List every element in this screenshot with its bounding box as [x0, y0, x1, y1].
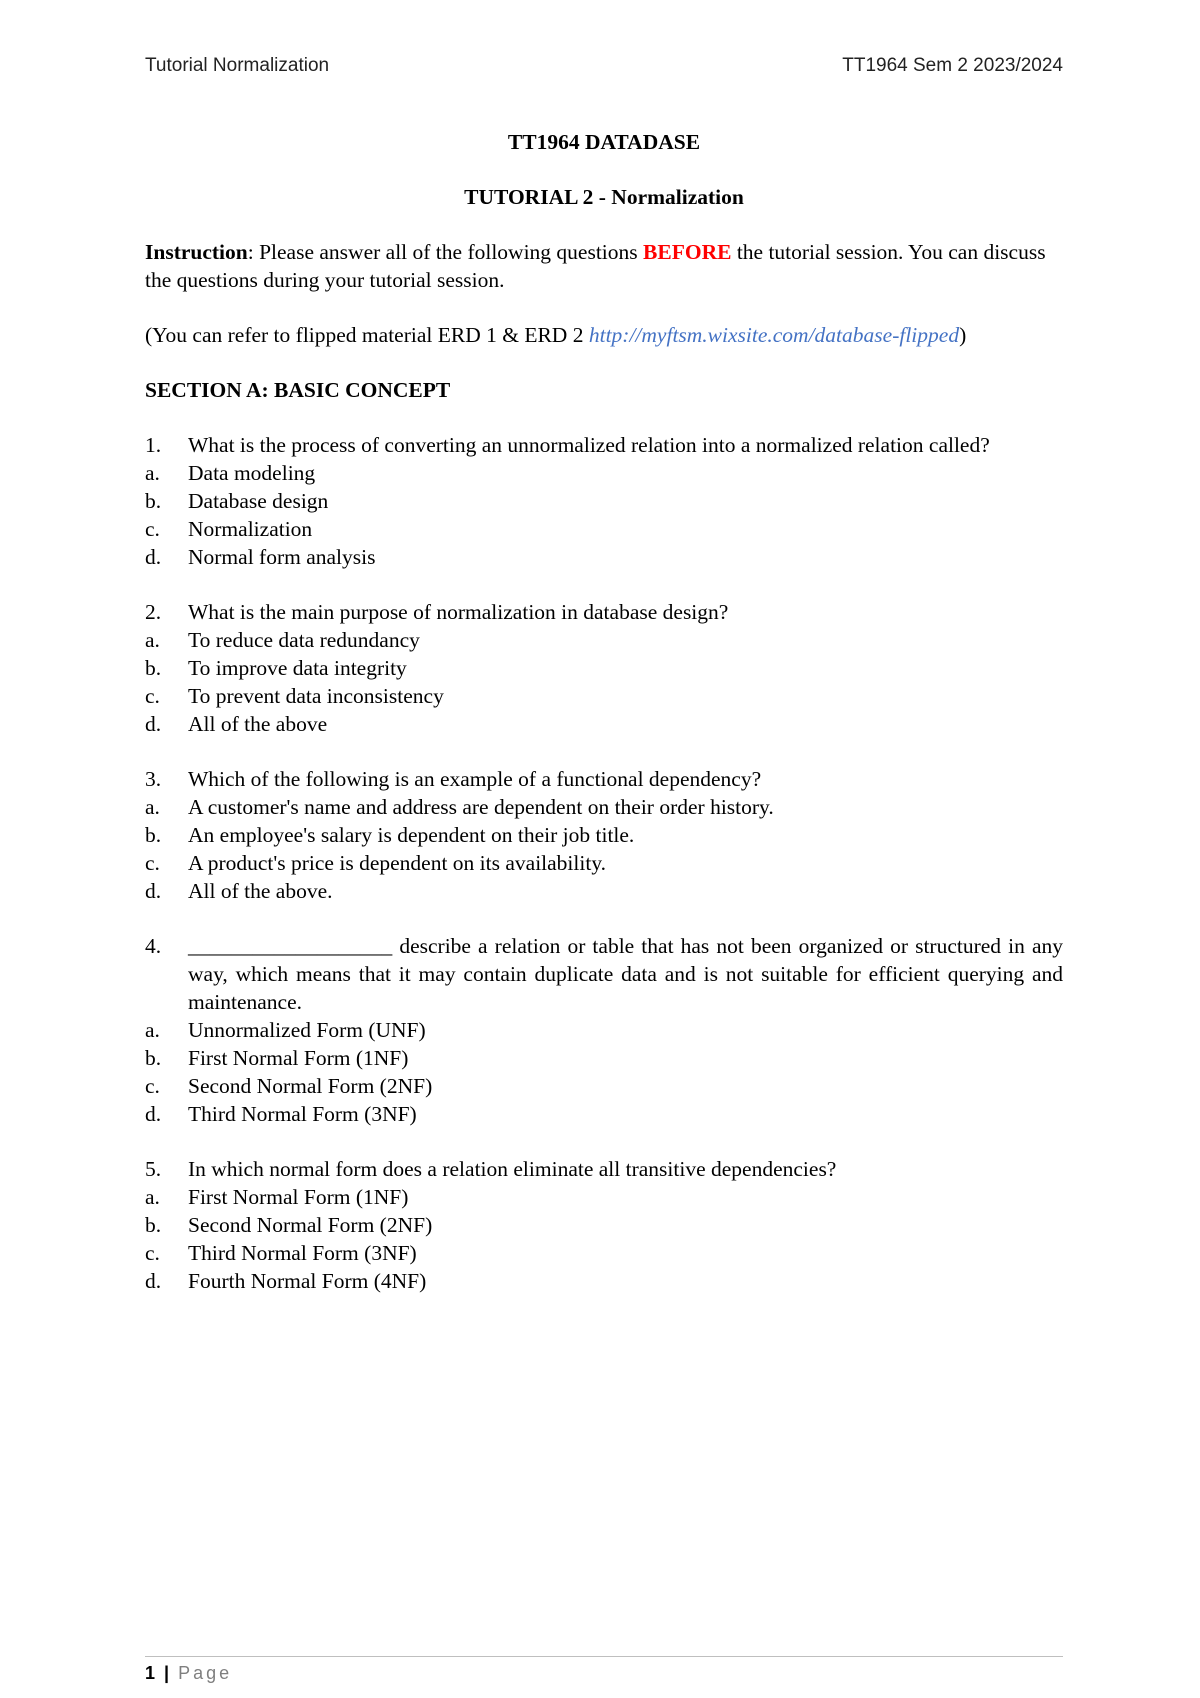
section-a-heading: SECTION A: BASIC CONCEPT — [145, 378, 451, 402]
option-text: Second Normal Form (2NF) — [188, 1213, 433, 1237]
question-line — [145, 932, 1063, 1016]
answer-option — [145, 1072, 1063, 1100]
question-list — [145, 431, 1063, 1295]
answer-option — [145, 1016, 1063, 1044]
answer-option — [145, 1239, 1063, 1267]
option-letter: a. — [145, 1018, 160, 1042]
reference-text-after: ) — [959, 323, 967, 347]
option-text: Data modeling — [188, 461, 316, 485]
answer-option — [145, 543, 1063, 571]
question-text: What is the process of converting an unnormalized relation into a normalized relation called? — [188, 433, 990, 457]
option-letter: d. — [145, 1269, 162, 1293]
option-text: Database design — [188, 489, 329, 513]
instruction-emphasis: BEFORE — [643, 240, 732, 264]
option-text: A product's price is dependent on its availability. — [188, 851, 607, 875]
option-text: Third Normal Form (3NF) — [188, 1241, 417, 1265]
option-letter: d. — [145, 1102, 162, 1126]
question-item — [145, 431, 1063, 571]
document-subtitle: TUTORIAL 2 - Normalization — [464, 185, 744, 209]
option-text: A customer's name and address are dependent on their order history. — [188, 795, 774, 819]
question-line — [145, 431, 1063, 459]
instruction-text-before: : Please answer all of the following questions — [247, 240, 644, 264]
answer-option — [145, 1100, 1063, 1128]
instruction-label: Instruction — [145, 240, 248, 264]
option-text: Fourth Normal Form (4NF) — [188, 1269, 427, 1293]
footer-page-number: 1 — [145, 1663, 156, 1683]
answer-option — [145, 849, 1063, 877]
answer-option — [145, 1183, 1063, 1211]
option-text: To reduce data redundancy — [188, 628, 420, 652]
option-text: To prevent data inconsistency — [188, 684, 444, 708]
footer-separator: | — [164, 1663, 170, 1683]
option-letter: b. — [145, 656, 162, 680]
question-text: In which normal form does a relation eliminate all transitive dependencies? — [188, 1157, 837, 1181]
option-text: Normalization — [188, 517, 313, 541]
option-letter: b. — [145, 823, 162, 847]
option-text: Third Normal Form (3NF) — [188, 1102, 417, 1126]
option-text: Normal form analysis — [188, 545, 376, 569]
header-left-title: Tutorial Normalization — [145, 55, 330, 76]
option-text: First Normal Form (1NF) — [188, 1185, 409, 1209]
option-letter: d. — [145, 712, 162, 736]
option-letter: a. — [145, 795, 160, 819]
option-letter: d. — [145, 879, 162, 903]
question-item — [145, 1155, 1063, 1295]
option-letter: a. — [145, 461, 160, 485]
instruction-text-after: the tutorial session. You can discuss the questions during your tutorial session. — [145, 240, 1046, 292]
option-text: First Normal Form (1NF) — [188, 1046, 409, 1070]
option-text: To improve data integrity — [188, 656, 407, 680]
question-number: 1. — [145, 433, 162, 457]
flipped-material-link[interactable]: http://myftsm.wixsite.com/database-flipped — [588, 323, 960, 347]
option-letter: b. — [145, 1046, 162, 1070]
answer-option — [145, 793, 1063, 821]
answer-option — [145, 626, 1063, 654]
option-letter: b. — [145, 1213, 162, 1237]
option-text: Unnormalized Form (UNF) — [188, 1018, 426, 1042]
option-text: Second Normal Form (2NF) — [188, 1074, 433, 1098]
answer-option — [145, 710, 1063, 738]
option-letter: a. — [145, 1185, 160, 1209]
answer-option — [145, 459, 1063, 487]
question-item — [145, 598, 1063, 738]
option-letter: c. — [145, 1074, 160, 1098]
option-letter: b. — [145, 489, 162, 513]
option-text: An employee's salary is dependent on their job title. — [188, 823, 635, 847]
question-number: 2. — [145, 600, 162, 624]
option-letter: a. — [145, 628, 160, 652]
answer-option — [145, 654, 1063, 682]
document-title: TT1964 DATADASE — [507, 130, 701, 154]
instruction-paragraph — [145, 238, 1063, 294]
question-line — [145, 1155, 1063, 1183]
question-text: What is the main purpose of normalization in database design? — [188, 600, 729, 624]
question-text: ___________________ describe a relation or table that has not been organized or structured in any way, which means that it may contain duplicate data and is not suitable for efficient querying and maintenance. — [188, 934, 1063, 1014]
answer-option — [145, 1267, 1063, 1295]
answer-option — [145, 877, 1063, 905]
option-text: All of the above. — [188, 879, 333, 903]
reference-paragraph — [145, 321, 1063, 349]
answer-option — [145, 515, 1063, 543]
document-body — [145, 128, 1063, 1295]
header-right-course: TT1964 Sem 2 2023/2024 — [842, 55, 1063, 76]
option-letter: c. — [145, 684, 160, 708]
page-header — [145, 52, 1063, 80]
answer-option — [145, 682, 1063, 710]
answer-option — [145, 821, 1063, 849]
question-line — [145, 765, 1063, 793]
option-text: All of the above — [188, 712, 328, 736]
question-line — [145, 598, 1063, 626]
option-letter: d. — [145, 545, 162, 569]
question-number: 3. — [145, 767, 162, 791]
answer-option — [145, 487, 1063, 515]
reference-text-before: (You can refer to flipped material ERD 1 & ERD 2 — [145, 323, 589, 347]
question-text: Which of the following is an example of a functional dependency? — [188, 767, 762, 791]
question-number: 4. — [145, 934, 162, 958]
footer-page-label: Page — [178, 1663, 233, 1683]
question-item — [145, 765, 1063, 905]
option-letter: c. — [145, 1241, 160, 1265]
option-letter: c. — [145, 851, 160, 875]
question-number: 5. — [145, 1157, 162, 1181]
answer-option — [145, 1211, 1063, 1239]
option-letter: c. — [145, 517, 160, 541]
question-item — [145, 932, 1063, 1128]
page-footer — [145, 1656, 1063, 1684]
answer-option — [145, 1044, 1063, 1072]
